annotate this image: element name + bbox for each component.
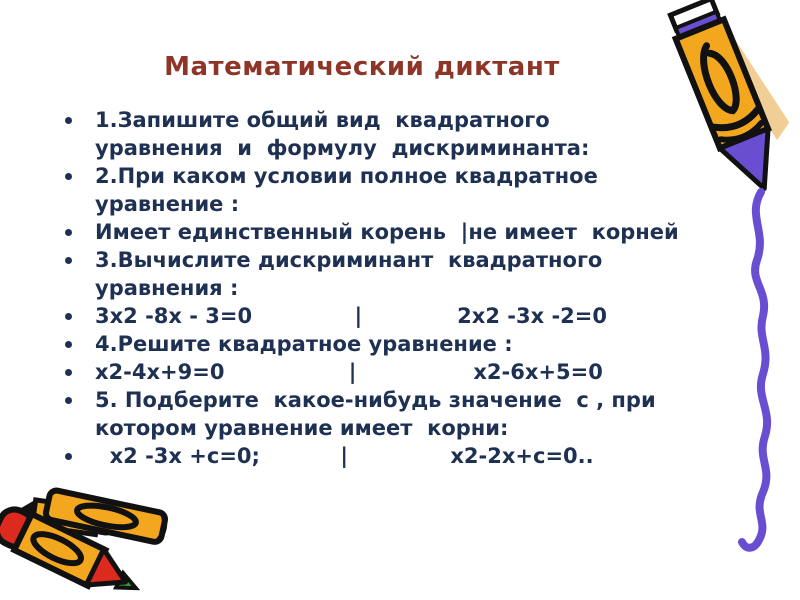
- bullet-text: 4.Решите квадратное уравнение :: [95, 332, 513, 356]
- bullet-dot: [65, 257, 72, 264]
- bullet-dot: [65, 313, 72, 320]
- bullet-item: [60, 302, 725, 330]
- crayon-icon: [656, 0, 800, 208]
- bullet-list: [60, 106, 725, 470]
- bullet-dot: [65, 341, 72, 348]
- bullet-item: [60, 330, 725, 358]
- bullet-item: [60, 442, 725, 470]
- bullet-dot: [65, 173, 72, 180]
- bullet-text: 1.Запишите общий вид квадратного уравнения и формулу дискриминанта:: [95, 108, 590, 160]
- bullet-item: [60, 358, 725, 386]
- bullet-text: Имеет единственный корень |не имеет корней: [95, 220, 679, 244]
- bullet-dot: [65, 397, 72, 404]
- bullet-text: 2.При каком условии полное квадратное уравнение :: [95, 164, 598, 216]
- bullet-text: 3.Вычислите дискриминант квадратного уравнения :: [95, 248, 603, 300]
- slide-title: Математический диктант: [164, 52, 560, 82]
- bullet-item: [60, 162, 725, 218]
- bullet-dot: [65, 229, 72, 236]
- squiggle-line: [733, 188, 779, 572]
- bullet-item: [60, 106, 725, 162]
- bullet-text: 5. Подберите какое-нибудь значение с , при котором уравнение имеет корни:: [95, 388, 656, 440]
- bullet-dot: [65, 453, 72, 460]
- bullet-text: х2 -3х +с=0; | х2-2х+с=0..: [95, 444, 594, 468]
- bullet-dot: [65, 117, 72, 124]
- bullet-item: [60, 246, 725, 302]
- bullet-text: 3х2 -8х - 3=0 | 2х2 -3х -2=0: [95, 304, 607, 328]
- crayons-cluster-icon: [0, 474, 194, 600]
- bullet-item: [60, 386, 725, 442]
- bullet-text: х2-4х+9=0 | х2-6х+5=0: [95, 360, 603, 384]
- bullet-dot: [65, 369, 72, 376]
- bullet-item: [60, 218, 725, 246]
